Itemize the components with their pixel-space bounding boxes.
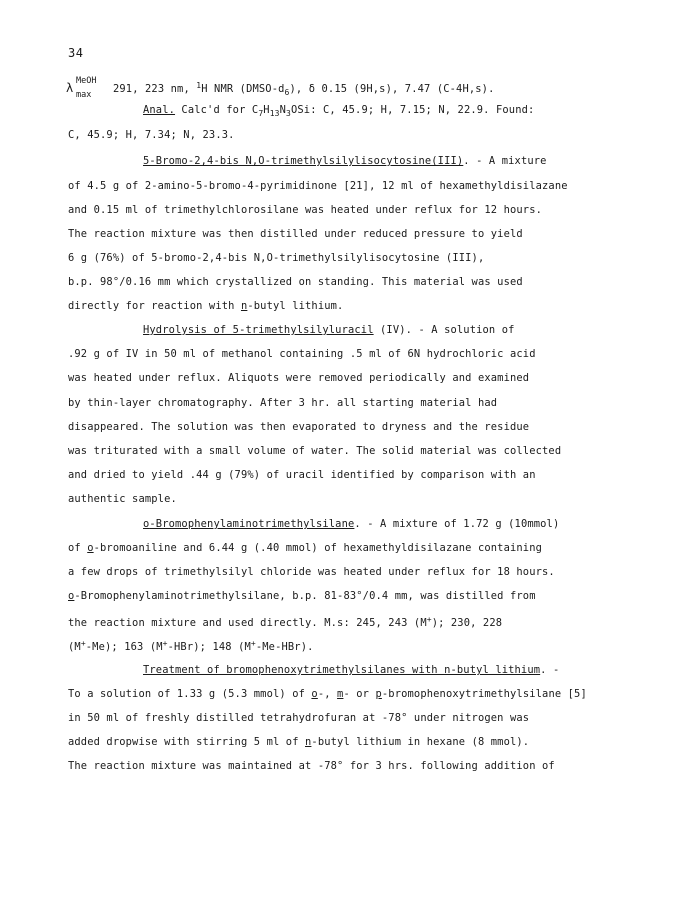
section-heading-line: [143, 664, 559, 676]
text-line: The reaction mixture was then distilled under reduced pressure to yield: [68, 228, 523, 240]
italic-prefix: o: [311, 688, 318, 700]
text-line: .92 g of IV in 50 ml of methanol containing .5 ml of 6N hydrochloric acid: [68, 348, 536, 360]
italic-prefix: o: [68, 590, 75, 602]
text-fragment: the reaction mixture and used directly. M.s: 245, 243 (M: [68, 617, 427, 629]
italic-prefix: n: [240, 300, 248, 312]
text-line: [68, 542, 542, 554]
section-title: -Bromophenylaminotrimethylsilane: [149, 518, 355, 530]
text-line: [68, 736, 529, 748]
section-title: Treatment of bromophenoxytrimethylsilanes with n-butyl lithium: [143, 664, 541, 676]
superscript: +: [250, 639, 256, 648]
section-title: Hydrolysis of 5-trimethylsilyluracil: [143, 324, 374, 336]
text-fragment: -butyl lithium.: [247, 300, 344, 312]
text-line: by thin-layer chromatography. After 3 hr. all starting material had: [68, 397, 498, 409]
text-fragment: H: [263, 104, 270, 116]
text-line: [68, 300, 343, 312]
text-line: [68, 590, 536, 602]
italic-prefix: p: [375, 688, 382, 700]
section-heading-line: [143, 324, 515, 336]
nmr-text: H NMR (DMSO-d: [201, 83, 285, 95]
text-fragment: of: [68, 542, 88, 554]
analysis-heading: Anal.: [143, 104, 176, 116]
text-fragment: (IV). - A solution of: [373, 324, 515, 336]
subscript: 7: [258, 109, 264, 118]
superscript: +: [426, 615, 432, 624]
text-fragment: . - A mixture of 1.72 g (10mmol): [354, 518, 560, 530]
text-line: was triturated with a small volume of water. The solid material was collected: [68, 445, 562, 457]
text-fragment: -,: [317, 688, 338, 700]
page-number: 34: [68, 46, 84, 60]
italic-prefix: n: [305, 736, 312, 748]
text-fragment: Calc'd for C: [175, 104, 259, 116]
text-line: was heated under reflux. Aliquots were removed periodically and examined: [68, 372, 530, 384]
text-line: [68, 688, 587, 700]
text-fragment: -Me-HBr).: [255, 641, 314, 653]
text-fragment: To a solution of 1.33 g (5.3 mmol) of: [68, 688, 312, 700]
uv-values: 291, 223 nm,: [113, 83, 190, 95]
lambda-max-symbol: [66, 76, 110, 104]
text-line: The reaction mixture was maintained at -78° for 3 hrs. following addition of: [68, 760, 555, 772]
section-title: 5-Bromo-2,4-bis N,O-trimethylsilylisocytosine(III): [143, 155, 464, 167]
lambda-superscript: MeOH: [76, 76, 97, 86]
lambda-subscript: max: [76, 90, 92, 100]
text-fragment: . - A mixture: [463, 155, 547, 167]
text-line: of 4.5 g of 2-amino-5-bromo-4-pyrimidinone [21], 12 ml of hexamethyldisilazane: [68, 180, 568, 192]
spectral-data-line: [113, 81, 494, 97]
text-line: 6 g (76%) of 5-bromo-2,4-bis N,O-trimethylsilylisocytosine (III),: [68, 252, 485, 264]
text-fragment: -bromoaniline and 6.44 g (.40 mmol) of hexamethyldisilazane containing: [93, 542, 543, 554]
section-heading-line: [143, 155, 547, 167]
text-fragment: (M: [68, 641, 81, 653]
nmr-shifts: ), δ 0.15 (9H,s), 7.47 (C-4H,s).: [289, 83, 495, 95]
text-fragment: . -: [540, 664, 560, 676]
text-fragment: OSi: C, 45.9; H, 7.15; N, 22.9. Found:: [291, 104, 535, 116]
text-line: and 0.15 ml of trimethylchlorosilane was heated under reflux for 12 hours.: [68, 204, 543, 216]
text-line: and dried to yield .44 g (79%) of uracil identified by comparison with an: [68, 469, 536, 481]
superscript: +: [162, 639, 168, 648]
italic-prefix: m: [337, 688, 344, 700]
subscript: 3: [286, 109, 291, 118]
section-heading-line: [143, 518, 559, 530]
text-fragment: -bromophenoxytrimethylsilane [5]: [381, 688, 587, 700]
text-line: a few drops of trimethylsilyl chloride was heated under reflux for 18 hours.: [68, 566, 555, 578]
italic-prefix: o: [87, 542, 94, 554]
mass-spec-line: [68, 639, 314, 653]
text-fragment: -butyl lithium in hexane (8 mmol).: [311, 736, 530, 748]
text-line: authentic sample.: [68, 493, 177, 505]
text-line: in 50 ml of freshly distilled tetrahydrofuran at -78° under nitrogen was: [68, 712, 530, 724]
lambda-glyph: λ: [66, 81, 74, 95]
text-fragment: -HBr); 148 (M: [167, 641, 251, 653]
subscript: 13: [269, 109, 280, 118]
text-line: C, 45.9; H, 7.34; N, 23.3.: [68, 129, 235, 141]
text-fragment: - or: [343, 688, 376, 700]
text-fragment: -Me); 163 (M: [85, 641, 163, 653]
nmr-subscript: 6: [284, 88, 290, 97]
text-fragment: N: [279, 104, 287, 116]
italic-prefix: o: [143, 518, 150, 530]
text-fragment: added dropwise with stirring 5 ml of: [68, 736, 306, 748]
nmr-superscript: 1: [196, 81, 202, 90]
superscript: +: [80, 639, 86, 648]
text-fragment: ); 230, 228: [431, 617, 503, 629]
text-line: disappeared. The solution was then evaporated to dryness and the residue: [68, 421, 530, 433]
mass-spec-line: [68, 615, 502, 629]
text-line: b.p. 98°/0.16 mm which crystallized on standing. This material was used: [68, 276, 523, 288]
text-fragment: -Bromophenylaminotrimethylsilane, b.p. 81-83°/0.4 mm, was distilled from: [74, 590, 536, 602]
analysis-line: [143, 104, 534, 118]
text-fragment: directly for reaction with: [68, 300, 241, 312]
